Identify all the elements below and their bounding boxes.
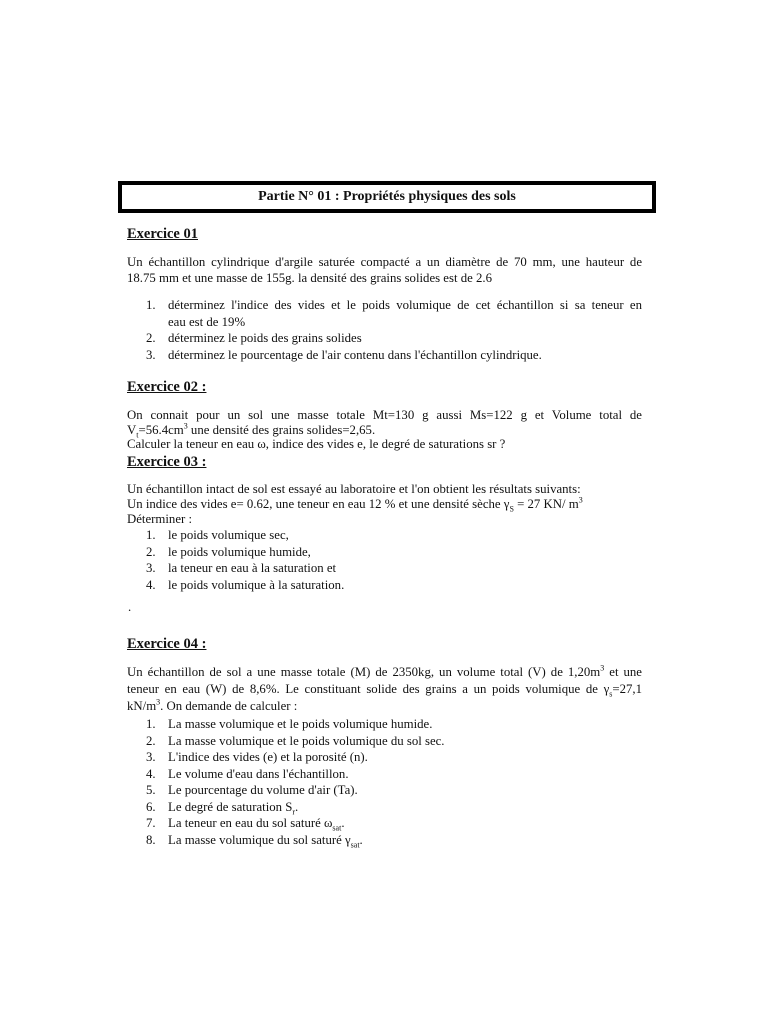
list-item-number: 3. (146, 347, 156, 362)
list-item-number: 4. (146, 577, 156, 592)
list-item-number: 1. (146, 528, 156, 542)
text-segment: = 27 KN/ m (513, 497, 579, 511)
list-item (146, 766, 546, 783)
exercise-02-text (127, 408, 642, 452)
exercise-04-line-3 (127, 698, 642, 715)
list-item-number: 6. (146, 799, 156, 814)
list-item (146, 527, 546, 544)
list-item-number: 4. (146, 766, 156, 781)
list-item-number: 2. (146, 544, 156, 559)
list-item-text: Le pourcentage du volume d'air (Ta). (168, 783, 358, 797)
text-segment: . (295, 799, 299, 814)
exercise-03-line-3: Déterminer : (127, 512, 193, 526)
text-segment: =56.4cm (138, 422, 184, 437)
list-item (146, 330, 642, 347)
stray-dot: . (128, 600, 132, 614)
exercise-01-intro-line-1: Un échantillon cylindrique d'argile saturée compacté a un diamètre de 70 mm, une hauteur de (127, 255, 642, 269)
exercise-01-intro-line-2: 18.75 mm et une masse de 155g. la densité des grains solides est de 2.6 (127, 271, 492, 285)
superscript: 3 (156, 697, 161, 707)
list-item-number: 8. (146, 832, 156, 847)
exercise-02-line-1: On connait pour un sol une masse totale Mt=130 g aussi Ms=122 g et Volume total de (127, 408, 642, 422)
text-segment: teneur en eau (W) de 8,6%. Le constituant solide des grains a un poids volumique de γ (127, 682, 610, 696)
text-segment: kN/m (127, 699, 157, 713)
list-item-number: 3. (146, 750, 156, 764)
list-item (146, 347, 642, 364)
text-segment: et une (604, 665, 642, 679)
list-item-text: déterminez l'indice des vides et le poids volumique de cet échantillon si sa teneur en (168, 298, 642, 312)
exercise-01-heading: Exercice 01 (127, 226, 198, 242)
list-item-text: la teneur en eau à la saturation et (168, 561, 337, 575)
list-item (146, 297, 642, 330)
superscript: 3 (600, 663, 605, 673)
list-item-number: 1. (146, 717, 156, 731)
text-segment: Un échantillon de sol a une masse totale (M) de 2350kg, un volume total (V) de 1,20m (127, 665, 601, 679)
subscript: sat (350, 840, 360, 850)
text-segment: . On demande de calculer : (160, 699, 298, 713)
list-item (146, 577, 546, 594)
exercise-03-text (127, 482, 642, 527)
list-item-number: 3. (146, 561, 156, 575)
text-segment: La masse volumique du sol saturé γ (168, 832, 351, 847)
exercise-02-line-3: Calculer la teneur en eau ω, indice des vides e, le degré de saturations sr ? (127, 437, 506, 451)
exercise-02-heading: Exercice 02 : (127, 379, 207, 395)
list-item (146, 782, 546, 799)
list-item-number: 7. (146, 816, 156, 830)
exercise-03-heading: Exercice 03 : (127, 454, 207, 470)
exercise-04-line-1 (127, 664, 642, 681)
list-item (146, 733, 546, 750)
superscript: 3 (578, 495, 583, 505)
text-segment: =27,1 (612, 682, 642, 696)
list-item-text: déterminez le poids des grains solides (168, 331, 362, 345)
superscript: 3 (183, 421, 188, 431)
list-item (146, 749, 546, 766)
page-title: Partie N° 01 : Propriétés physiques des sols (258, 189, 516, 204)
subscript: t (136, 430, 139, 440)
list-item-text: La masse volumique et le poids volumique du sol sec. (168, 733, 445, 748)
exercise-01-list (146, 297, 642, 363)
subscript: r (292, 807, 296, 817)
list-item (146, 799, 546, 816)
exercise-03-line-1: Un échantillon intact de sol est essayé au laboratoire et l'on obtient les résultats suivants: (127, 482, 581, 496)
subscript: s (609, 689, 613, 699)
list-item-text: le poids volumique humide, (168, 544, 311, 559)
text-segment: . (341, 816, 345, 830)
list-item (146, 716, 546, 733)
exercise-04-line-2 (127, 681, 642, 698)
list-item-text (146, 832, 546, 849)
exercise-04-list (146, 716, 546, 848)
list-item (146, 560, 546, 577)
list-item (146, 815, 546, 832)
list-item-text (146, 799, 546, 816)
text-segment: . (359, 832, 363, 847)
text-segment: Le degré de saturation S (168, 799, 293, 814)
exercise-02-line-2 (127, 423, 642, 438)
exercise-03-line-2 (127, 497, 642, 512)
text-segment: Un indice des vides e= 0.62, une teneur en eau 12 % et une densité sèche γ (127, 497, 510, 511)
exercise-03-list (146, 527, 546, 593)
exercise-04-text (127, 664, 642, 715)
text-segment: une densité des grains solides=2,65. (187, 422, 376, 437)
exercise-01-intro (127, 254, 642, 286)
title-box (118, 181, 656, 213)
subscript: S (509, 504, 514, 514)
text-segment: La teneur en eau du sol saturé ω (168, 816, 333, 830)
list-item (146, 544, 546, 561)
list-item-number: 5. (146, 783, 156, 797)
list-item-text: le poids volumique à la saturation. (168, 577, 345, 592)
list-item-text-continued: eau est de 19% (168, 314, 246, 329)
list-item-text (146, 815, 546, 832)
text-segment: V (127, 422, 137, 437)
subscript: sat (332, 823, 342, 833)
list-item-text: L'indice des vides (e) et la porosité (n). (168, 750, 368, 764)
list-item (146, 832, 546, 849)
list-item-number: 1. (146, 298, 156, 312)
list-item-text: déterminez le pourcentage de l'air contenu dans l'échantillon cylindrique. (168, 347, 542, 362)
exercise-04-heading: Exercice 04 : (127, 636, 207, 652)
list-item-text: La masse volumique et le poids volumique humide. (168, 717, 433, 731)
list-item-number: 2. (146, 733, 156, 748)
list-item-text: Le volume d'eau dans l'échantillon. (168, 766, 349, 781)
list-item-text: le poids volumique sec, (168, 528, 289, 542)
list-item-number: 2. (146, 331, 156, 345)
